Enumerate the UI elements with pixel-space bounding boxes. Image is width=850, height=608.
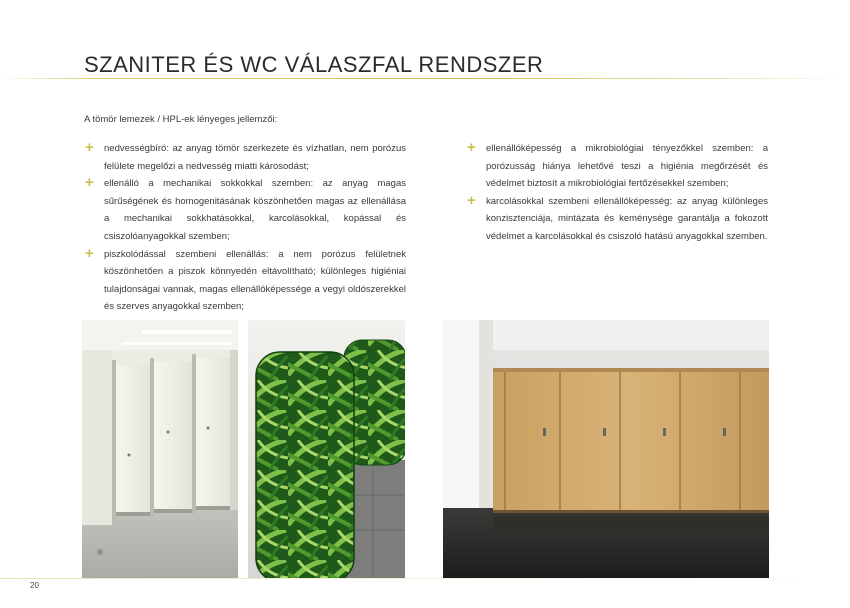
list-item-text: ellenállóképesség a mikrobiológiai tényezőkkel szemben: a porózusság hiánya lehetővé teszi a higiénia megőrzését és védelmet biztosít a mikrobiológiai fertőzésekkel szemben;: [486, 143, 768, 190]
plus-icon: +: [85, 174, 94, 192]
list-item-text: ellenálló a mechanikai sokkokkal szemben: az anyag magas sűrűségének és homogenitásának köszönhetően magas az ellenállása a mechanikai sokkhatásokkal, karcolásokkal, kopással és csiszolóanyagokkal szemben;: [104, 178, 406, 242]
footer-divider: [0, 578, 850, 579]
left-feature-list: [84, 140, 406, 316]
wood-cubicles-photo: [443, 320, 769, 578]
list-item: [84, 140, 406, 175]
white-cubicles-photo: [82, 320, 238, 578]
list-item-text: piszkolódással szembeni ellenállás: a nem porózus felületnek köszönhetően a piszok könnyedén eltávolítható; különleges higiéniai tulajdonságai vannak, magas ellenállóképessége a vegyi oldószerekkel és szerves anyagokkal szemben;: [104, 248, 406, 313]
list-item: [466, 193, 768, 246]
plus-icon: +: [85, 244, 94, 262]
right-feature-list: [466, 140, 768, 246]
list-item: [84, 246, 406, 316]
plus-icon: +: [467, 139, 476, 156]
title-divider: [0, 78, 850, 79]
page-title: SZANITER ÉS WC VÁLASZFAL RENDSZER: [84, 52, 544, 77]
list-item: [466, 140, 768, 193]
intro-text: A tömör lemezek / HPL-ek lényeges jellemzői:: [84, 114, 278, 125]
plus-icon: +: [85, 139, 94, 156]
list-item: [84, 175, 406, 245]
list-item-text: nedvességbíró: az anyag tömör szerkezete és vízhatlan, nem porózus felülete megelőzi a nedvesség miatti károsodást;: [104, 143, 406, 172]
list-item-text: karcolásokkal szembeni ellenállóképesség: az anyag különleges konzisztenciája, mintázata és keménysége garantálja a fokozott védelmet a karcolásokkal és csiszoló hatású anyagokkal szemben.: [486, 195, 768, 242]
page-number: 20: [30, 581, 39, 590]
leaf-panels-photo: [248, 320, 405, 578]
plus-icon: +: [467, 191, 476, 209]
